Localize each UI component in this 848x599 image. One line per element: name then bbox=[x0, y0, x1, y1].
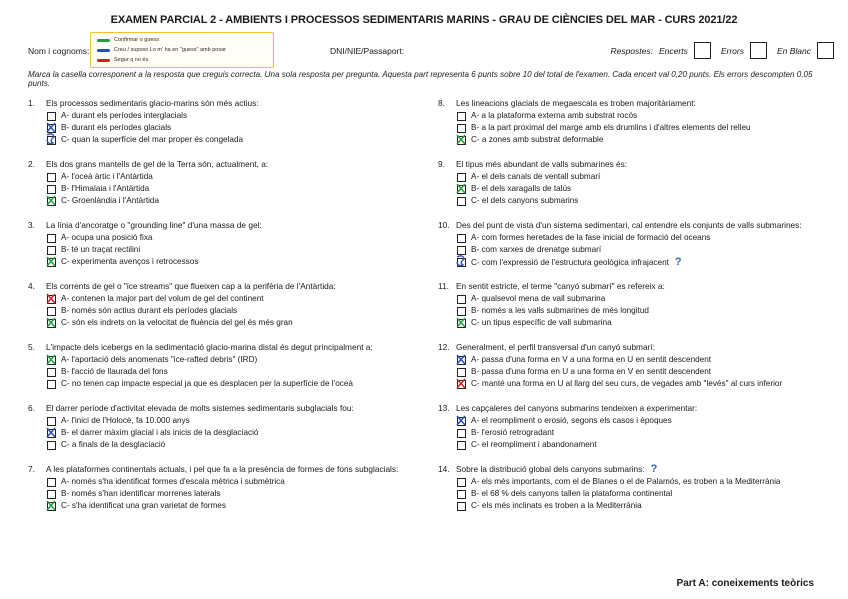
answer-text: C- són els indrets on la velocitat de fluència del gel és més gran bbox=[61, 318, 293, 327]
answer-checkbox[interactable] bbox=[47, 478, 56, 487]
handwritten-mark-icon bbox=[454, 131, 468, 147]
answer-option bbox=[28, 183, 428, 195]
answer-checkbox[interactable] bbox=[457, 490, 466, 499]
answer-checkbox[interactable] bbox=[457, 441, 466, 450]
answer-text: A- ocupa una posició fixa bbox=[61, 233, 153, 242]
red-pen-swatch bbox=[97, 59, 110, 62]
question-text bbox=[438, 157, 838, 171]
answer-checkbox[interactable] bbox=[47, 173, 56, 182]
handwritten-mark-icon bbox=[454, 412, 468, 428]
answer-option bbox=[28, 305, 428, 317]
name-label: Nom i cognoms: bbox=[28, 46, 90, 56]
right-questions-column bbox=[438, 96, 838, 523]
answer-text: C- a zones amb substrat deformable bbox=[471, 135, 604, 144]
hits-box[interactable] bbox=[694, 42, 711, 59]
blue-pen-swatch bbox=[97, 49, 110, 52]
legend-row-red bbox=[97, 57, 148, 63]
question-prompt: L'impacte dels icebergs en la sedimentació glacio-marina distal és degut principalment a: bbox=[46, 342, 373, 352]
answer-text: B- el dels xaragalls de talús bbox=[471, 184, 572, 193]
question-number: 3. bbox=[28, 220, 35, 230]
question-item bbox=[28, 401, 428, 451]
exam-title: EXAMEN PARCIAL 2 - AMBIENTS I PROCESSOS SEDIMENTARIS MARINS - GRAU DE CIÈNCIES DEL MAR - CURS 2021/22 bbox=[110, 14, 738, 26]
handwritten-mark-icon bbox=[44, 192, 58, 208]
left-questions-column bbox=[28, 96, 428, 523]
answer-option bbox=[438, 183, 838, 195]
question-number: 1. bbox=[28, 98, 35, 108]
question-text bbox=[438, 96, 838, 110]
handwritten-mark-icon bbox=[44, 351, 58, 367]
legend-row-green bbox=[97, 37, 159, 43]
answer-text: C- el reompliment i abandonament bbox=[471, 440, 597, 449]
answer-option bbox=[438, 354, 838, 366]
question-item bbox=[28, 218, 428, 268]
question-prompt: A les plataformes continentals actuals, i pel que fa a la presència de formes de fons subglacials: bbox=[46, 464, 399, 474]
errors-label: Errors bbox=[720, 45, 744, 56]
answer-text: A- com formes heretades de la fase inicial de formació del oceans bbox=[471, 233, 711, 242]
answer-checkbox[interactable] bbox=[47, 441, 56, 450]
answer-text: A- contenen la major part del volum de gel del continent bbox=[61, 294, 264, 303]
answer-option bbox=[28, 110, 428, 122]
question-number: 10. bbox=[438, 220, 450, 230]
question-number: 7. bbox=[28, 464, 35, 474]
answer-option bbox=[438, 110, 838, 122]
answer-option bbox=[28, 378, 428, 390]
handwritten-question-mark: ? bbox=[674, 256, 682, 268]
answer-option bbox=[438, 122, 838, 134]
question-prompt: Generalment, el perfil transversal d'un canyó submarí: bbox=[456, 342, 655, 352]
answer-text: B- l'acció de llaurada del fons bbox=[61, 367, 168, 376]
answer-option bbox=[28, 427, 428, 439]
answer-text: C- els més inclinats es troben a la Mediterrània bbox=[471, 501, 642, 510]
answer-option bbox=[438, 244, 838, 256]
answer-option bbox=[438, 476, 838, 488]
answer-option bbox=[28, 317, 428, 329]
errors-box[interactable] bbox=[750, 42, 767, 59]
answer-option bbox=[438, 366, 838, 378]
answer-option bbox=[28, 134, 428, 146]
answer-text: A- només s'ha identificat formes d'escala mètrica i submètrica bbox=[61, 477, 285, 486]
question-number: 2. bbox=[28, 159, 35, 169]
answer-option bbox=[28, 122, 428, 134]
question-text bbox=[438, 340, 838, 354]
answer-checkbox[interactable] bbox=[457, 234, 466, 243]
answer-option bbox=[438, 378, 838, 390]
question-text bbox=[28, 462, 428, 476]
answer-text: B- el darrer màxim glacial i als inicis de la desglaciació bbox=[61, 428, 259, 437]
question-prompt: Les lineacions glacials de megaescala es troben majoritàriament: bbox=[456, 98, 696, 108]
answer-text: A- passa d'una forma en V a una forma en U en sentit descendent bbox=[471, 355, 712, 364]
answer-text: C- com l'expressió de l'estructura geològica infrajacent bbox=[471, 258, 669, 267]
answer-text: B- l'erosió retrogradant bbox=[471, 428, 555, 437]
answer-text: A- durant els períodes interglacials bbox=[61, 111, 188, 120]
answer-checkbox[interactable] bbox=[457, 429, 466, 438]
answer-text: A- qualsevol mena de vall submarina bbox=[471, 294, 606, 303]
answer-text: C- a finals de la desglaciació bbox=[61, 440, 166, 449]
question-text bbox=[28, 96, 428, 110]
answer-text: A- els més importants, com el de Blanes o el de Palamós, es troben a la Mediterrània bbox=[471, 477, 781, 486]
answer-option bbox=[438, 256, 838, 268]
answer-text: B- durant els períodes glacials bbox=[61, 123, 172, 132]
answer-checkbox[interactable] bbox=[457, 502, 466, 511]
instructions: Marca la casella corresponent a la resposta que creguis correcta. Una sola resposta per pregunta. Aquesta part representa 6 punts sobre 10 del total de l'examen. Cada encert val 0,20 punts. Els errors descompten 0,05 punts. bbox=[28, 70, 813, 88]
question-prompt: Els dos grans mantells de gel de la Terra són, actualment, a: bbox=[46, 159, 269, 169]
legend-text: Creu / suposo Lo m' ha en "guess" amb posar bbox=[114, 47, 226, 53]
question-prompt: En sentit estricte, el terme "canyó submarí" es refereix a: bbox=[456, 281, 665, 291]
question-prompt: La línia d'ancoratge o "grounding line" d'una massa de gel: bbox=[46, 220, 262, 230]
answer-text: A- a la plataforma externa amb substrat rocós bbox=[471, 111, 638, 120]
answer-checkbox[interactable] bbox=[457, 478, 466, 487]
answer-checkbox[interactable] bbox=[47, 380, 56, 389]
answer-checkbox[interactable] bbox=[457, 197, 466, 206]
answer-text: B- té un traçat rectilini bbox=[61, 245, 141, 254]
answer-checkbox[interactable] bbox=[457, 295, 466, 304]
answer-option bbox=[28, 293, 428, 305]
answer-text: B- només s'han identificar morrenes laterals bbox=[61, 489, 221, 498]
answer-text: B- a la part proximal del marge amb els drumlins i d'altres elements del relleu bbox=[471, 123, 751, 132]
handwritten-mark-icon bbox=[454, 253, 468, 269]
handwritten-mark-icon bbox=[44, 253, 58, 269]
question-text bbox=[438, 279, 838, 293]
answer-text: B- el 68 % dels canyons tallen la plataforma continental bbox=[471, 489, 673, 498]
handwritten-mark-icon bbox=[454, 180, 468, 196]
green-pen-swatch bbox=[97, 39, 110, 42]
handwritten-question-mark: ? bbox=[650, 463, 658, 475]
answer-option bbox=[438, 500, 838, 512]
question-text bbox=[28, 218, 428, 232]
question-number: 4. bbox=[28, 281, 35, 291]
question-item bbox=[28, 340, 428, 390]
answer-checkbox[interactable] bbox=[457, 112, 466, 121]
answer-option bbox=[28, 354, 428, 366]
question-prompt: Les capçaleres del canyons submarins tendeixen a experimentar: bbox=[456, 403, 698, 413]
question-text bbox=[28, 401, 428, 415]
answer-option bbox=[438, 195, 838, 207]
legend-row-blue bbox=[97, 47, 226, 53]
answer-text: A- el dels canals de ventall submarí bbox=[471, 172, 601, 181]
handwritten-mark-icon bbox=[44, 131, 58, 147]
answer-option bbox=[438, 317, 838, 329]
question-number: 9. bbox=[438, 159, 445, 169]
question-prompt: El tipus més abundant de valls submarines és: bbox=[456, 159, 628, 169]
answer-option bbox=[28, 195, 428, 207]
question-number: 13. bbox=[438, 403, 450, 413]
answer-text: C- experimenta avenços i retrocessos bbox=[61, 257, 199, 266]
answer-option bbox=[28, 439, 428, 451]
handwritten-mark-icon bbox=[454, 314, 468, 330]
answer-option bbox=[28, 232, 428, 244]
handwritten-mark-icon bbox=[44, 424, 58, 440]
question-item bbox=[438, 157, 838, 207]
answer-text: B- l'Himalaia i l'Antàrtida bbox=[61, 184, 150, 193]
question-text bbox=[438, 218, 838, 232]
answer-text: A- el reompliment o erosió, segons els casos i èpoques bbox=[471, 416, 672, 425]
question-text bbox=[28, 340, 428, 354]
question-prompt: Sobre la distribució global dels canyons submarins: bbox=[456, 464, 645, 474]
blank-label: En Blanc bbox=[776, 45, 811, 56]
answer-text: C- manté una forma en U al llarg del seu curs, de vegades amb "levés" al curs inferior bbox=[471, 379, 783, 388]
answer-option bbox=[28, 488, 428, 500]
question-item bbox=[28, 96, 428, 146]
question-text bbox=[438, 401, 838, 415]
blank-box[interactable] bbox=[817, 42, 834, 59]
answer-option bbox=[28, 476, 428, 488]
answer-option bbox=[438, 439, 838, 451]
answer-text: A- l'inici de l'Holocè, fa 10.000 anys bbox=[61, 416, 190, 425]
question-text bbox=[28, 157, 428, 171]
answer-option bbox=[438, 427, 838, 439]
answer-text: B- només a les valls submarines de més longitud bbox=[471, 306, 649, 315]
answer-option bbox=[438, 305, 838, 317]
annotation-legend bbox=[90, 32, 274, 68]
question-item bbox=[28, 462, 428, 512]
answer-option bbox=[438, 488, 838, 500]
dni-label: DNI/NIE/Passaport: bbox=[330, 46, 405, 56]
answer-option bbox=[28, 256, 428, 268]
answer-option bbox=[28, 171, 428, 183]
question-item bbox=[438, 279, 838, 329]
answer-option bbox=[28, 415, 428, 427]
handwritten-mark-icon bbox=[44, 314, 58, 330]
answer-option bbox=[28, 500, 428, 512]
answer-option bbox=[438, 134, 838, 146]
answer-option bbox=[28, 366, 428, 378]
question-number: 12. bbox=[438, 342, 450, 352]
answer-text: C- el dels canyons submarins bbox=[471, 196, 579, 205]
answer-option bbox=[438, 232, 838, 244]
question-number: 8. bbox=[438, 98, 445, 108]
answer-text: C- Groenlàndia i l'Antàrtida bbox=[61, 196, 160, 205]
answer-text: C- no tenen cap impacte especial ja que es desplacen per la superfície de l'oceà bbox=[61, 379, 353, 388]
answers-summary bbox=[610, 42, 834, 59]
answers-label: Respostes: bbox=[610, 45, 653, 56]
question-item bbox=[438, 401, 838, 451]
question-item bbox=[28, 279, 428, 329]
question-prompt: El darrer període d'activitat elevada de molts sistemes sedimentaris subglacials fou: bbox=[46, 403, 354, 413]
answer-option bbox=[438, 293, 838, 305]
answer-option bbox=[438, 415, 838, 427]
question-number: 11. bbox=[438, 281, 449, 291]
handwritten-mark-icon bbox=[454, 375, 468, 391]
hits-label: Encerts bbox=[659, 45, 688, 56]
answer-text: B- com xarxes de drenatge submarí bbox=[471, 245, 602, 254]
question-number: 5. bbox=[28, 342, 35, 352]
question-text bbox=[438, 462, 838, 476]
answer-text: B- passa d'una forma en U a una forma en V en sentit descendent bbox=[471, 367, 712, 376]
answer-text: C- quan la superfície del mar proper és congelada bbox=[61, 135, 244, 144]
answer-option bbox=[438, 171, 838, 183]
question-item bbox=[438, 462, 838, 512]
answer-text: B- només són actius durant els períodes glacials bbox=[61, 306, 238, 315]
question-number: 6. bbox=[28, 403, 35, 413]
answer-text: A- l'aportació dels anomenats "ice-rafted debris" (IRD) bbox=[61, 355, 258, 364]
question-item bbox=[438, 218, 838, 268]
answer-text: C- un tipus específic de vall submarina bbox=[471, 318, 612, 327]
question-text bbox=[28, 279, 428, 293]
answer-checkbox[interactable] bbox=[47, 234, 56, 243]
handwritten-mark-icon bbox=[44, 497, 58, 513]
answer-text: A- l'oceà àrtic i l'Antàrtida bbox=[61, 172, 153, 181]
answer-text: C- s'ha identificat una gran varietat de formes bbox=[61, 501, 226, 510]
section-footer: Part A: coneixements teòrics bbox=[676, 578, 814, 589]
question-item bbox=[438, 96, 838, 146]
legend-text: Confirmar o guess bbox=[114, 37, 159, 43]
question-prompt: Des del punt de vista d'un sistema sedimentari, cal entendre els conjunts de valls submarines: bbox=[456, 220, 802, 230]
question-item bbox=[438, 340, 838, 390]
answer-option bbox=[28, 244, 428, 256]
question-prompt: Els processos sedimentaris glacio-marins són més actius: bbox=[46, 98, 259, 108]
answer-checkbox[interactable] bbox=[47, 368, 56, 377]
handwritten-mark-icon bbox=[44, 290, 58, 306]
legend-text: Segur q no és bbox=[114, 57, 149, 63]
handwritten-mark-icon bbox=[454, 351, 468, 367]
question-item bbox=[28, 157, 428, 207]
question-number: 14. bbox=[438, 464, 450, 474]
question-prompt: Els corrents de gel o "ice streams" que flueixen cap a la perifèria de l'Antàrtida: bbox=[46, 281, 336, 291]
